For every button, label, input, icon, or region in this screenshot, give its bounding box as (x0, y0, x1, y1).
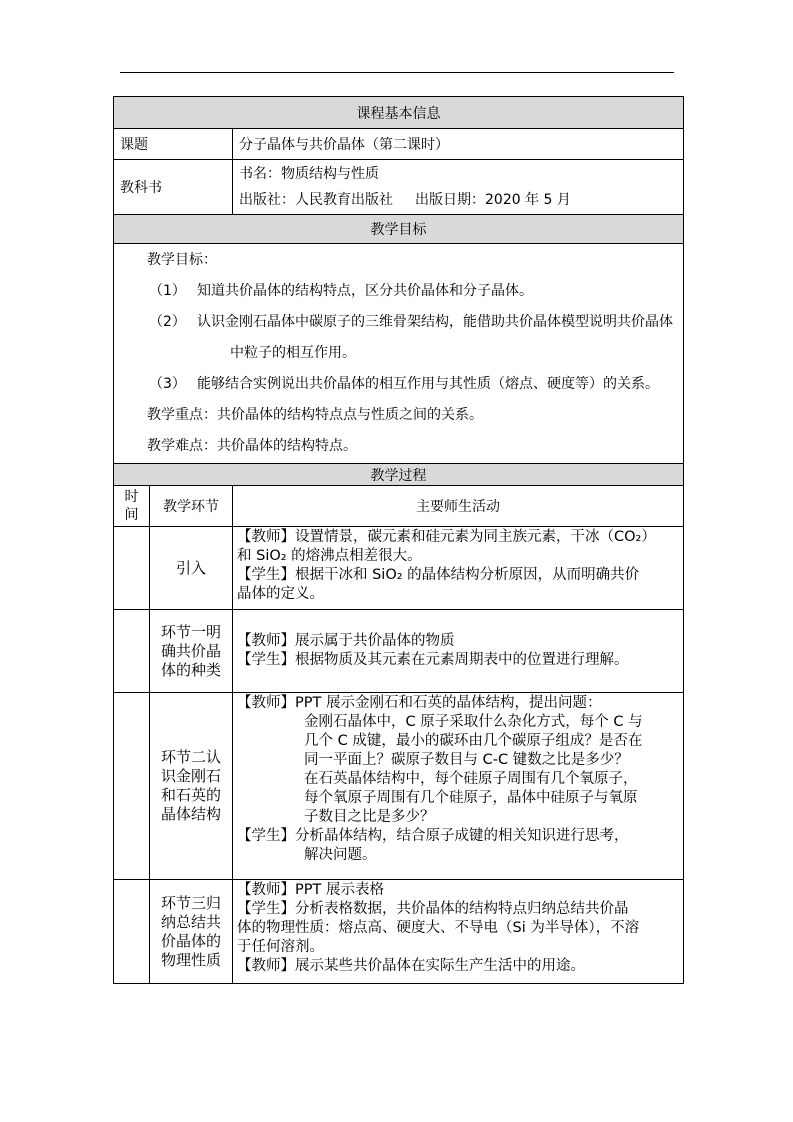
goal-text: 知道共价晶体的结构特点，区分共价晶体和分子晶体。 (197, 283, 533, 299)
goal-number: （1） (149, 283, 186, 299)
goals-cell (114, 244, 684, 464)
activity-line: 【教师】PPT 展示金刚石和石英的晶体结构，提出问题： (237, 695, 602, 711)
lesson-plan-table (113, 96, 684, 984)
activity-cell (233, 610, 684, 693)
pub-date: 出版日期：2020 年 5 月 (415, 192, 571, 208)
goal-text: 能够结合实例说出共价晶体的相互作用与其性质（熔点、硬度等）的关系。 (197, 376, 659, 392)
time-cell (114, 610, 150, 693)
goal-number: （2） (149, 314, 186, 330)
stage-cell: 环节二认识金刚石和石英的晶体结构 (150, 693, 233, 880)
section-goals: 教学目标 (114, 215, 684, 244)
activity-line: 每个氧原子周围有几个硅原子，晶体中硅原子与氧原 (304, 790, 638, 806)
activity-line: 体的物理性质：熔点高、硬度大、不导电（Si 为半导体），不溶 (237, 920, 640, 936)
col-header-time (114, 486, 150, 527)
activity-line: 于任何溶剂。 (237, 939, 324, 955)
difficulty: 教学难点：共价晶体的结构特点。 (147, 438, 357, 454)
goal-number: （3） (149, 376, 186, 392)
goals-title: 教学目标： (147, 252, 217, 268)
activity-line: 和 SiO₂ 的熔沸点相差很大。 (237, 548, 422, 564)
publisher: 出版社：人民教育出版社 (239, 192, 393, 208)
activity-line: 同一平面上？碳原子数目与 C-C 键数之比是多少？ (304, 752, 629, 768)
activity-line: 【教师】展示属于共价晶体的物质 (237, 633, 455, 649)
activity-line: 【教师】展示某些共价晶体在实际生产生活中的用途。 (237, 958, 585, 974)
col-header-activity: 主要师生活动 (233, 486, 684, 527)
activity-line: 子数目之比是多少？ (304, 809, 435, 825)
time-cell (114, 880, 150, 984)
process-row (114, 610, 684, 693)
activity-cell (233, 880, 684, 984)
activity-line: 解决问题。 (304, 847, 377, 863)
topic-value: 分子晶体与共价晶体（第二课时） (233, 129, 684, 160)
activity-line: 在石英晶体结构中，每个硅原子周围有几个氧原子， (304, 771, 638, 787)
goal-item (114, 369, 683, 400)
activity-line: 【教师】PPT 展示表格 (237, 882, 384, 898)
section-basic-info: 课程基本信息 (114, 97, 684, 129)
process-row (114, 693, 684, 880)
textbook-info (233, 160, 684, 215)
activity-cell (233, 693, 684, 880)
goal-text-continued: 中粒子的相互作用。 (230, 345, 356, 361)
activity-line: 金刚石晶体中，C 原子采取什么杂化方式，每个 C 与 (304, 714, 643, 730)
goal-text: 认识金刚石晶体中碳原子的三维骨架结构，能借助共价晶体模型说明共价晶体 (197, 314, 673, 330)
book-name: 书名：物质结构与性质 (239, 166, 379, 182)
publisher-line (239, 187, 683, 213)
goal-item-continued (114, 338, 683, 369)
stage-cell: 环节三归纳总结共价晶体的物理性质 (150, 880, 233, 984)
activity-line: 晶体的定义。 (237, 586, 324, 602)
activity-line: 几个 C 成键，最小的碳环由几个碳原子组成？是否在 (304, 733, 643, 749)
section-process: 教学过程 (114, 464, 684, 486)
col-time-label: 时间 (124, 489, 139, 523)
activity-line: 【学生】根据干冰和 SiO₂ 的晶体结构分析原因，从而明确共价 (237, 567, 640, 583)
activity-line: 【学生】分析表格数据，共价晶体的结构特点归纳总结共价晶 (237, 901, 629, 917)
activity-cell (233, 527, 684, 610)
stage-cell: 环节一明确共价晶体的种类 (150, 610, 233, 693)
col-header-stage: 教学环节 (150, 486, 233, 527)
goal-item (114, 307, 683, 338)
activity-line: 【教师】设置情景，碳元素和硅元素为同主族元素，干冰（CO₂） (237, 529, 656, 545)
activity-line: 【学生】根据物质及其元素在元素周期表中的位置进行理解。 (237, 652, 629, 668)
time-cell (114, 693, 150, 880)
stage-cell: 引入 (150, 527, 233, 610)
key-point: 教学重点：共价晶体的结构特点点与性质之间的关系。 (147, 407, 483, 423)
header-rule (120, 72, 674, 73)
activity-line: 【学生】分析晶体结构，结合原子成键的相关知识进行思考， (237, 828, 629, 844)
goal-item (114, 276, 683, 307)
process-row (114, 880, 684, 984)
topic-label: 课题 (114, 129, 233, 160)
time-cell (114, 527, 150, 610)
textbook-label: 教科书 (114, 160, 233, 215)
process-row (114, 527, 684, 610)
